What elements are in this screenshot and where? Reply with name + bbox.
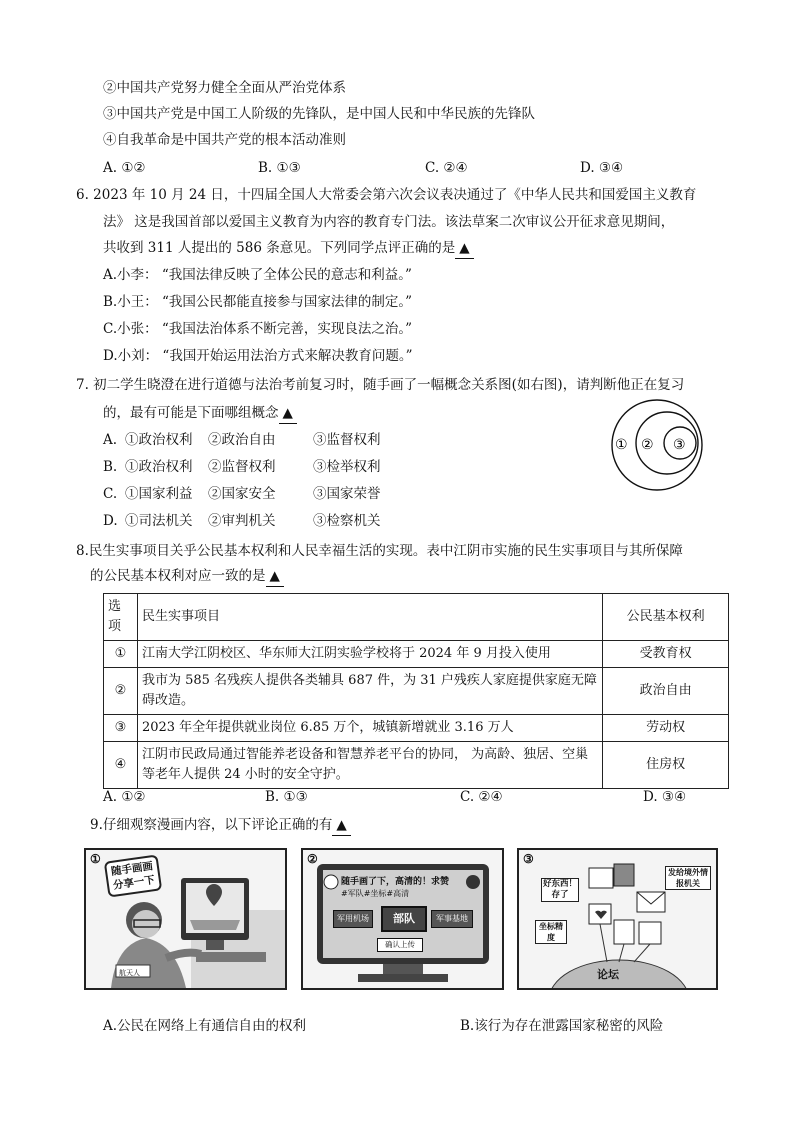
q7-stem-line2: 的，最有可能是下面哪组概念 ▲ [103, 403, 297, 424]
comic-3-sign-save: 好东西！存了 [542, 879, 577, 900]
comic-2-btn-base: 军事基地 [431, 910, 473, 928]
circle-label-1: ① [615, 437, 628, 453]
comic-2-title: 随手画了下，高清的！求赞 [341, 877, 450, 887]
header-option: 选项 [104, 594, 138, 641]
q8-option-a: A. ①② [103, 789, 146, 805]
answer-blank: ▲ [279, 403, 297, 424]
header-project: 民生实事项目 [137, 594, 602, 641]
q5-option-c: C. ②④ [425, 160, 468, 176]
comic-1-badge: 航天人 [119, 969, 140, 977]
q5-item-2: ②中国共产党努力健全全面从严治党体系 [103, 80, 346, 96]
q6-option-c: C.小张： “我国法治体系不断完善，实现良法之治。” [103, 321, 412, 337]
comic-2-number: ② [307, 852, 318, 866]
q8-stem-line1: 8.民生实事项目关乎公民基本权利和人民幸福生活的实现。表中江阴市实施的民生实事项目与其所保障 [76, 543, 683, 559]
answer-blank: ▲ [455, 238, 473, 259]
q7-option-a: A. ①政治权利 ②政治自由 ③监督权利 [103, 432, 381, 448]
livelihood-table [103, 593, 729, 789]
comic-2-tags: #军队#坐标#高清 [341, 889, 410, 898]
q6-stem-line2: 法》 这是我国首部以爱国主义教育为内容的教育专门法。该法草案二次审议公开征求意见期间， [103, 214, 675, 230]
comic-2-btn-airport: 军用机场 [333, 910, 373, 928]
circle-label-2: ② [641, 437, 654, 453]
q7-option-c: C. ①国家利益 ②国家安全 ③国家荣誉 [103, 486, 381, 502]
comic-2-confirm: 确认上传 [377, 938, 423, 952]
q9-stem: 9.仔细观察漫画内容，以下评论正确的有 ▲ [90, 815, 351, 836]
table-row: ② 我市为 585 名残疾人提供各类辅具 687 件，为 31 户残疾人家庭提供家庭无障碍改造。 政治自由 [104, 668, 729, 715]
header-right: 公民基本权利 [603, 594, 729, 641]
q5-option-a: A. ①② [103, 160, 146, 176]
table-row: ① 江南大学江阴校区、华东师大江阴实验学校将于 2024 年 9 月投入使用 受教育权 [104, 641, 729, 668]
q7-option-b: B. ①政治权利 ②监督权利 ③检举权利 [103, 459, 381, 475]
q5-item-3: ③中国共产党是中国工人阶级的先锋队，是中国人民和中华民族的先锋队 [103, 106, 535, 122]
answer-blank: ▲ [266, 566, 284, 587]
q6-stem-line3: 共收到 311 人提出的 586 条意见。下列同学点评正确的是 ▲ [103, 238, 474, 259]
q8-stem-line2: 的公民基本权利对应一致的是 ▲ [90, 566, 284, 587]
q6-option-a: A.小李： “我国法律反映了全体公民的意志和利益。” [103, 267, 412, 283]
comic-1-number: ① [90, 852, 101, 866]
q5-option-d: D. ③④ [580, 160, 624, 176]
q9-caption-b: B.该行为存在泄露国家秘密的风险 [460, 1018, 664, 1034]
q8-option-c: C. ②④ [460, 789, 503, 805]
q9-caption-a: A.公民在网络上有通信自由的权利 [103, 1018, 307, 1034]
q6-option-b: B.小王： “我国公民都能直接参与国家法律的制定。” [103, 294, 413, 310]
table-row: ④ 江阴市民政局通过智能养老设备和智慧养老平台的协同， 为高龄、独居、空巢等老年人提供 24 小时的安全守护。 住房权 [104, 742, 729, 789]
comic-3-number: ③ [523, 852, 534, 866]
comic-panel-3 [517, 848, 718, 990]
comic-3-forum-label: 论坛 [597, 968, 619, 981]
comic-2-btn-troops: 部队 [381, 906, 427, 932]
q6-option-d: D.小刘： “我国开始运用法治方式来解决教育问题。” [103, 348, 413, 364]
q7-stem-line1: 7. 初二学生晓澄在进行道德与法治考前复习时，随手画了一幅概念关系图(如右图)，请判断他正在复习 [76, 377, 685, 393]
q6-stem-line1: 6. 2023 年 10 月 24 日，十四届全国人大常委会第六次会议表决通过了《中华人民共和国爱国主义教育 [76, 187, 697, 203]
q5-item-4: ④自我革命是中国共产党的根本活动准则 [103, 132, 346, 148]
circle-label-3: ③ [673, 437, 686, 453]
q8-option-d: D. ③④ [643, 789, 687, 805]
comic-panel-2 [301, 848, 504, 990]
answer-blank: ▲ [332, 815, 350, 836]
comic-panel-1 [84, 848, 287, 990]
concept-diagram [605, 395, 715, 495]
q5-option-b: B. ①③ [258, 160, 301, 176]
comic-3-sign-foreign: 发给境外情报机关 [665, 866, 711, 890]
table-row: ③ 2023 年全年提供就业岗位 6.85 万个，城镇新增就业 3.16 万人 劳动权 [104, 715, 729, 742]
comic-1-bubble: 随手画画 分享一下 [104, 854, 162, 897]
q8-option-b: B. ①③ [265, 789, 308, 805]
comic-3-sign-precision: 坐标精度 [535, 920, 567, 944]
q7-option-d: D. ①司法机关 ②审判机关 ③检察机关 [103, 513, 381, 529]
table-header-row [104, 594, 729, 641]
